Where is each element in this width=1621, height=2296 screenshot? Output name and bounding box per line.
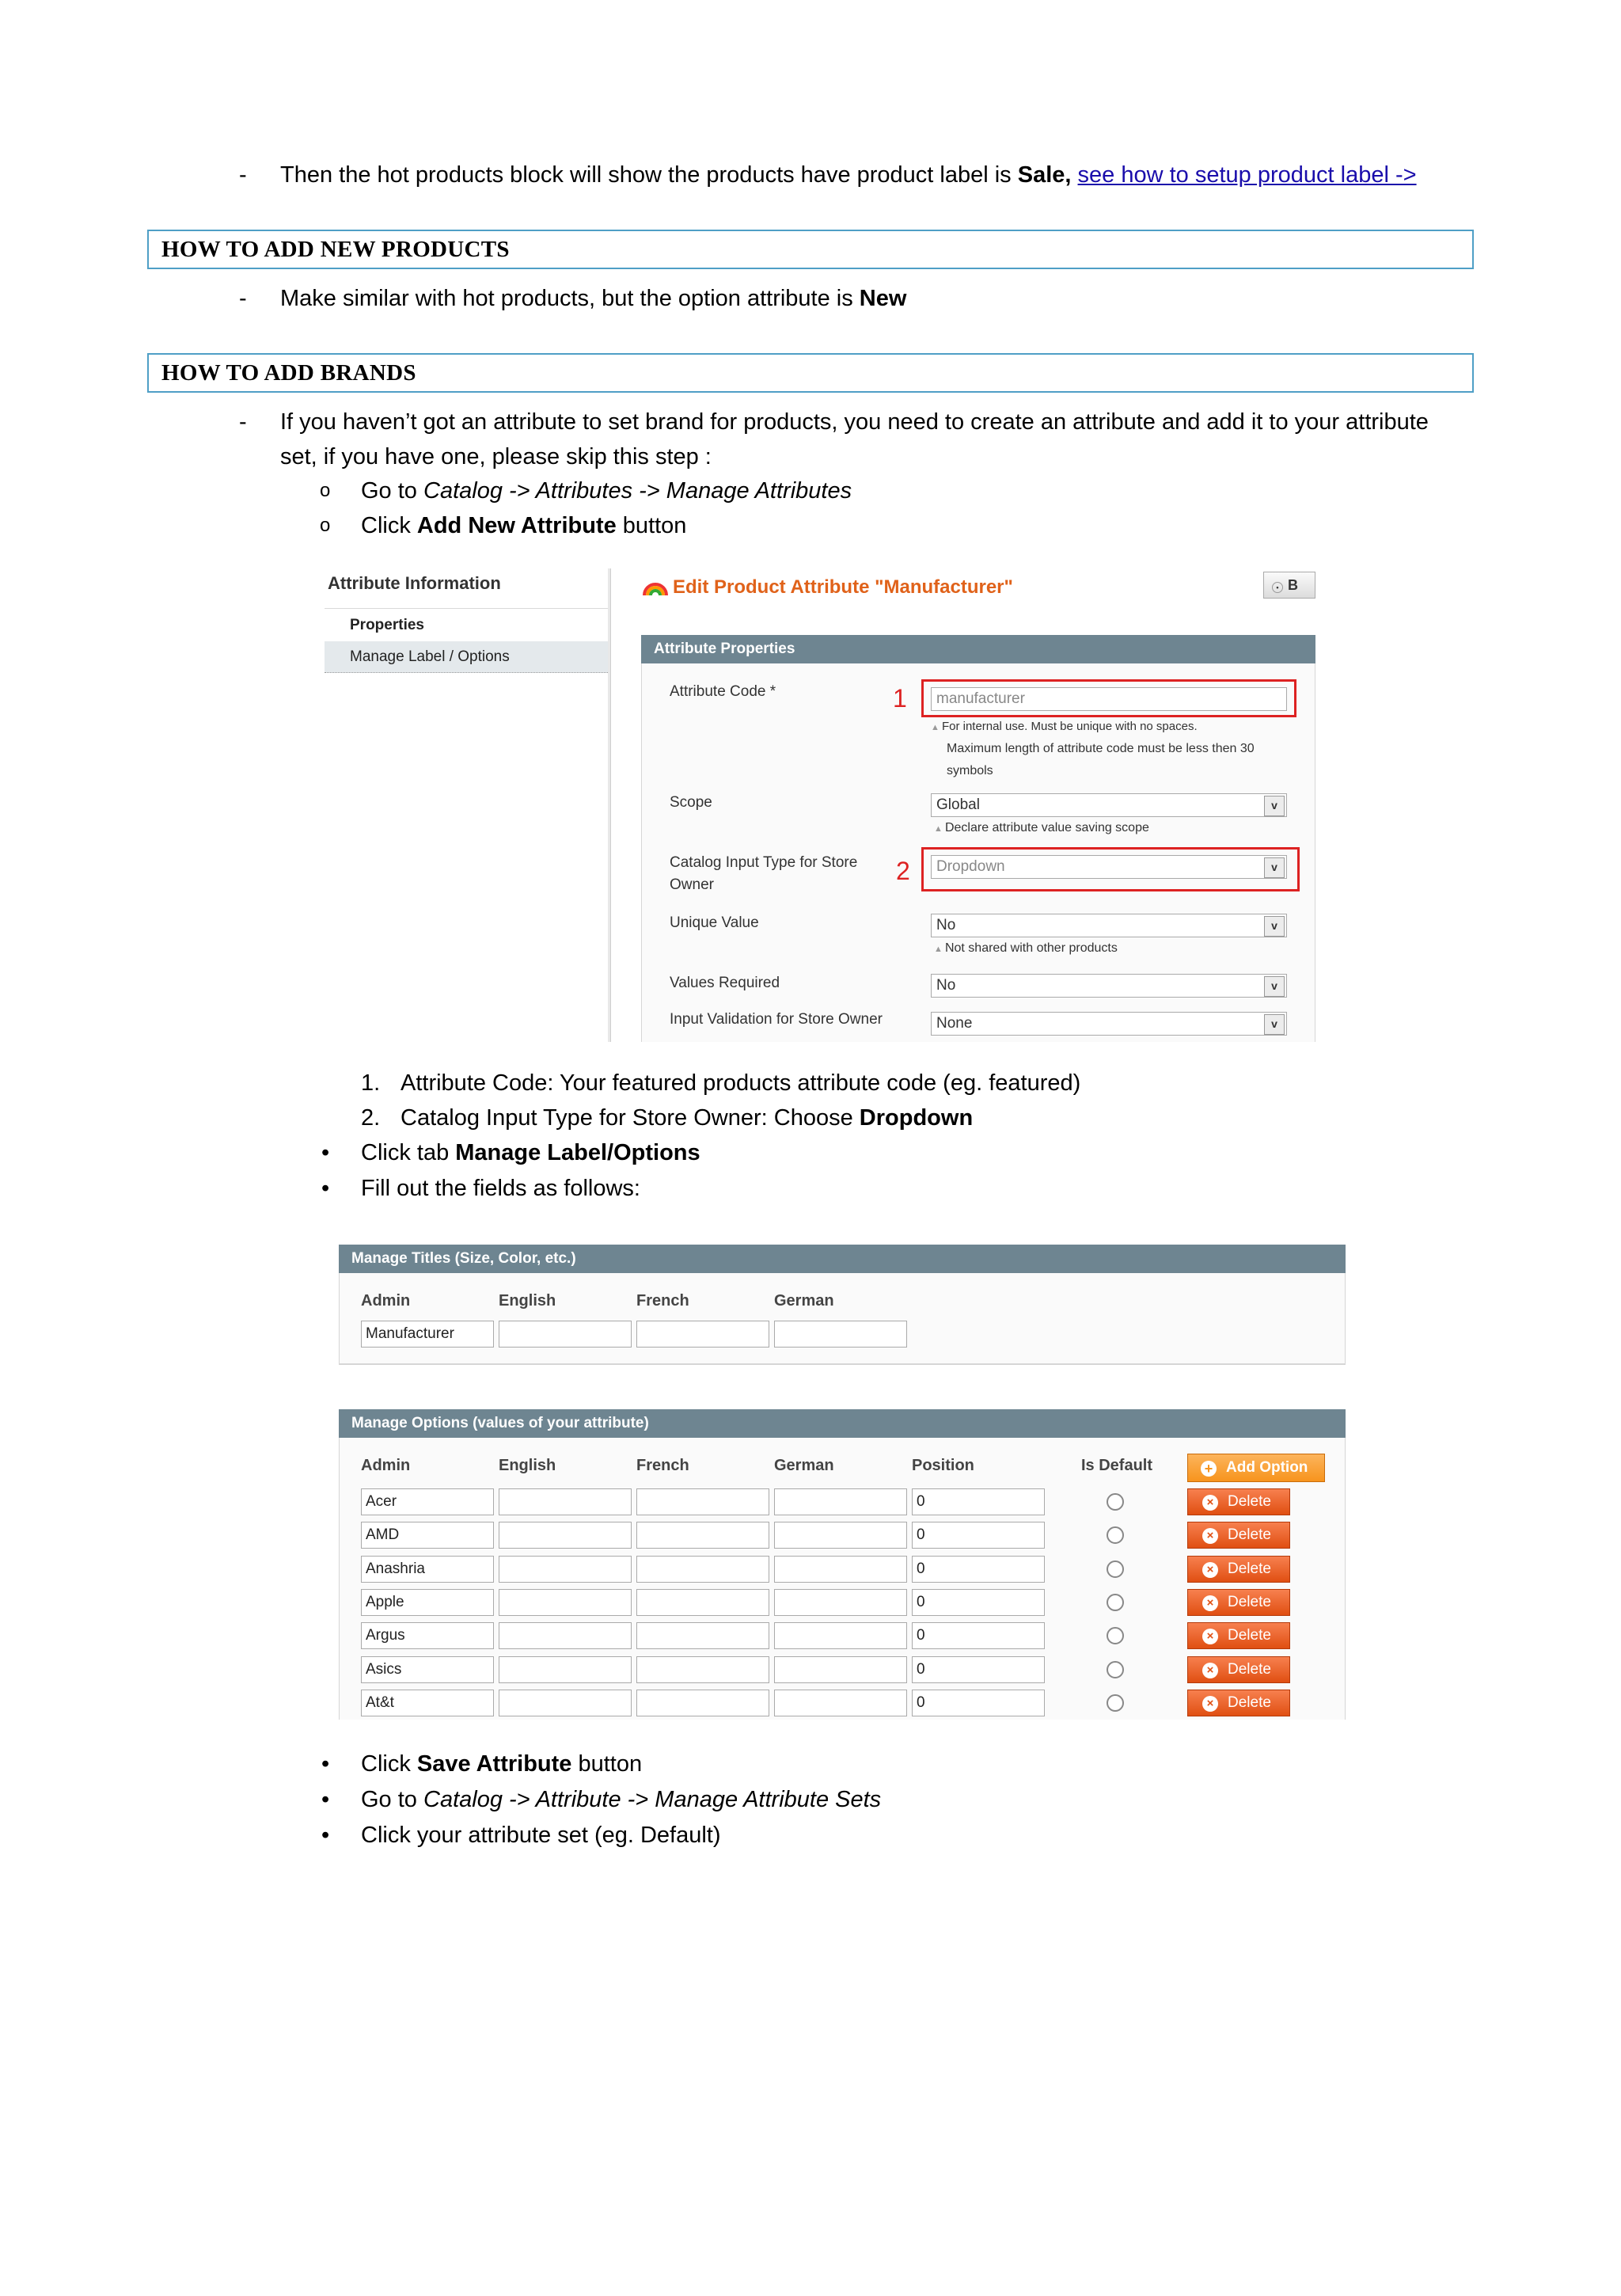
values-required-select[interactable]: No v xyxy=(931,974,1287,998)
click-suffix: button xyxy=(616,513,687,538)
bullet: • xyxy=(321,1751,330,1777)
numbered-item-2-text xyxy=(401,1102,973,1134)
attribute-code-note-2: Maximum length of attribute code must be less then 30 xyxy=(947,742,1255,755)
bullet: • xyxy=(321,1823,330,1848)
plus-icon: + xyxy=(1201,1461,1217,1477)
option-admin-input[interactable]: Apple xyxy=(361,1589,494,1616)
scope-label: Scope xyxy=(670,794,712,811)
unique-value-note: ▲ Not shared with other products xyxy=(934,937,1118,960)
add-new-attribute-label: Add New Attribute xyxy=(416,513,617,538)
numbered-item-2-num: 2. xyxy=(361,1105,381,1131)
delete-icon: × xyxy=(1202,1663,1218,1678)
attribute-code-input[interactable]: manufacturer xyxy=(931,687,1287,711)
option-french-input[interactable] xyxy=(636,1622,769,1649)
click-add-new-attribute xyxy=(361,510,686,542)
delete-label: Delete xyxy=(1228,1493,1271,1510)
input-type-select[interactable]: Dropdown v xyxy=(931,855,1287,879)
col-position: Position xyxy=(912,1457,974,1474)
option-admin-input[interactable]: AMD xyxy=(361,1522,494,1549)
delete-option-button[interactable] xyxy=(1187,1589,1290,1616)
col-french: French xyxy=(636,1292,689,1310)
divider xyxy=(325,608,611,609)
unique-value-select[interactable]: No v xyxy=(931,914,1287,937)
unique-value-label: Unique Value xyxy=(670,914,759,931)
option-admin-input[interactable]: Asics xyxy=(361,1656,494,1683)
section-heading-new-products: HOW TO ADD NEW PRODUCTS xyxy=(147,230,1474,269)
new-products-line xyxy=(280,283,906,314)
delete-icon: × xyxy=(1202,1629,1218,1644)
add-option-label: Add Option xyxy=(1226,1459,1308,1476)
title-german-input[interactable] xyxy=(774,1321,907,1348)
new-products-text: Make similar with hot products, but the option attribute is xyxy=(280,286,860,311)
manage-options-header: Manage Options (values of your attribute) xyxy=(339,1409,1346,1438)
fill-fields-text: Fill out the fields as follows: xyxy=(361,1176,640,1201)
delete-label: Delete xyxy=(1228,1594,1271,1610)
attribute-code-note-3: symbols xyxy=(947,764,993,777)
attribute-properties-header: Attribute Properties xyxy=(641,635,1315,663)
title-admin-input[interactable]: Manufacturer xyxy=(361,1321,494,1348)
delete-label: Delete xyxy=(1228,1661,1271,1678)
click-save-attribute xyxy=(361,1748,642,1780)
click-tab-manage-label xyxy=(361,1137,700,1169)
option-position-input[interactable]: 0 xyxy=(912,1522,1045,1549)
sub-bullet: o xyxy=(320,480,331,501)
option-english-input[interactable] xyxy=(499,1522,632,1549)
click-prefix: Click xyxy=(361,513,417,538)
delete-option-button[interactable] xyxy=(1187,1488,1290,1515)
numbered-item-1-num: 1. xyxy=(361,1070,381,1096)
catalog-path: Catalog -> Attributes -> Manage Attributes xyxy=(423,478,852,504)
delete-option-button[interactable] xyxy=(1187,1656,1290,1683)
delete-label: Delete xyxy=(1228,1694,1271,1711)
hot-products-text: Then the hot products block will show the products have product label is xyxy=(280,162,1018,188)
is-default-radio[interactable] xyxy=(1107,1694,1124,1712)
is-default-radio[interactable] xyxy=(1107,1627,1124,1644)
delete-label: Delete xyxy=(1228,1560,1271,1577)
option-position-input[interactable]: 0 xyxy=(912,1589,1045,1616)
new-label: New xyxy=(859,286,907,311)
goto-manage-attributes xyxy=(361,475,852,507)
option-french-input[interactable] xyxy=(636,1589,769,1616)
delete-option-button[interactable] xyxy=(1187,1556,1290,1583)
sale-label: Sale, xyxy=(1017,162,1072,188)
values-required-label: Values Required xyxy=(670,975,780,991)
section-heading-brands: HOW TO ADD BRANDS xyxy=(147,353,1474,393)
dropdown-label: Dropdown xyxy=(859,1105,974,1131)
numbered-item-1-text: Attribute Code: Your featured products attribute code (eg. featured) xyxy=(401,1070,1081,1096)
option-english-input[interactable] xyxy=(499,1488,632,1515)
option-english-input[interactable] xyxy=(499,1656,632,1683)
col-admin: Admin xyxy=(361,1292,411,1310)
bullet: • xyxy=(321,1787,330,1812)
option-position-input[interactable]: 0 xyxy=(912,1488,1045,1515)
option-english-input[interactable] xyxy=(499,1556,632,1583)
option-german-input[interactable] xyxy=(774,1522,907,1549)
option-german-input[interactable] xyxy=(774,1589,907,1616)
save-prefix: Click xyxy=(361,1751,417,1777)
title-english-input[interactable] xyxy=(499,1321,632,1348)
option-english-input[interactable] xyxy=(499,1622,632,1649)
manage-titles-body xyxy=(339,1273,1346,1365)
edit-attribute-title: Edit Product Attribute "Manufacturer" xyxy=(673,576,1013,598)
delete-option-button[interactable] xyxy=(1187,1622,1290,1649)
option-german-input[interactable] xyxy=(774,1622,907,1649)
dash-marker: - xyxy=(239,286,247,311)
bullet: • xyxy=(321,1176,330,1201)
input-validation-label: Input Validation for Store Owner xyxy=(670,1011,883,1028)
option-french-input[interactable] xyxy=(636,1656,769,1683)
click-tab-prefix: Click tab xyxy=(361,1140,456,1165)
delete-icon: × xyxy=(1202,1562,1218,1578)
option-admin-input[interactable]: At&t xyxy=(361,1690,494,1716)
delete-option-button[interactable] xyxy=(1187,1690,1290,1716)
delete-label: Delete xyxy=(1228,1526,1271,1543)
manage-label-options-label: Manage Label/Options xyxy=(455,1140,700,1165)
is-default-radio[interactable] xyxy=(1107,1661,1124,1678)
input-type-label-2: Owner xyxy=(670,876,714,893)
option-french-input[interactable] xyxy=(636,1488,769,1515)
col-english: English xyxy=(499,1457,556,1474)
add-option-button[interactable] xyxy=(1187,1454,1325,1482)
goto-prefix: Go to xyxy=(361,1787,423,1812)
dash-marker: - xyxy=(239,409,247,435)
option-position-input[interactable]: 0 xyxy=(912,1622,1045,1649)
scope-note: ▲ Declare attribute value saving scope xyxy=(934,817,1149,840)
goto-prefix: Go to xyxy=(361,478,423,504)
option-german-input[interactable] xyxy=(774,1690,907,1716)
attribute-information-title: Attribute Information xyxy=(328,573,501,593)
option-french-input[interactable] xyxy=(636,1690,769,1716)
title-french-input[interactable] xyxy=(636,1321,769,1348)
option-french-input[interactable] xyxy=(636,1556,769,1583)
option-admin-input[interactable]: Acer xyxy=(361,1488,494,1515)
option-position-input[interactable]: 0 xyxy=(912,1656,1045,1683)
option-position-input[interactable]: 0 xyxy=(912,1690,1045,1716)
option-german-input[interactable] xyxy=(774,1556,907,1583)
delete-icon: × xyxy=(1202,1495,1218,1511)
product-label-link[interactable]: see how to setup product label -> xyxy=(1077,162,1417,188)
is-default-radio[interactable] xyxy=(1107,1594,1124,1611)
option-position-input[interactable]: 0 xyxy=(912,1556,1045,1583)
tab-properties[interactable]: Properties xyxy=(325,610,609,641)
delete-icon: × xyxy=(1202,1595,1218,1611)
col-german: German xyxy=(774,1292,834,1310)
input-type-instruction: Catalog Input Type for Store Owner: Choose xyxy=(401,1105,860,1131)
attribute-code-note: ▲ For internal use. Must be unique with no spaces. xyxy=(931,716,1198,739)
input-validation-select[interactable]: None v xyxy=(931,1012,1287,1036)
dash-marker: - xyxy=(239,162,247,188)
col-french: French xyxy=(636,1457,689,1474)
sub-bullet: o xyxy=(320,515,331,536)
col-is-default: Is Default xyxy=(1081,1457,1153,1474)
option-german-input[interactable] xyxy=(774,1488,907,1515)
goto-attribute-sets xyxy=(361,1784,881,1815)
hot-products-line xyxy=(280,159,1417,191)
save-suffix: button xyxy=(571,1751,643,1777)
tab-manage-label-options[interactable]: Manage Label / Options xyxy=(325,641,609,673)
is-default-radio[interactable] xyxy=(1107,1493,1124,1511)
is-default-radio[interactable] xyxy=(1107,1560,1124,1578)
marker-1: 1 xyxy=(893,684,907,713)
option-admin-input[interactable]: Argus xyxy=(361,1622,494,1649)
attribute-code-label: Attribute Code * xyxy=(670,683,776,700)
delete-label: Delete xyxy=(1228,1627,1271,1644)
col-english: English xyxy=(499,1292,556,1310)
option-admin-input[interactable]: Anashria xyxy=(361,1556,494,1583)
brands-intro-line1: If you haven’t got an attribute to set brand for products, you need to create an attribute and add it to your attribute xyxy=(280,409,1429,435)
brands-intro-line2: set, if you have one, please skip this step : xyxy=(280,444,712,469)
marker-2: 2 xyxy=(896,857,910,885)
manage-titles-header: Manage Titles (Size, Color, etc.) xyxy=(339,1245,1346,1273)
is-default-radio[interactable] xyxy=(1107,1526,1124,1544)
rainbow-icon xyxy=(641,575,670,599)
click-attribute-set: Click your attribute set (eg. Default) xyxy=(361,1823,721,1848)
delete-icon: × xyxy=(1202,1528,1218,1544)
back-button-label: B xyxy=(1288,577,1298,593)
option-french-input[interactable] xyxy=(636,1522,769,1549)
back-button[interactable] xyxy=(1263,572,1315,599)
option-german-input[interactable] xyxy=(774,1656,907,1683)
col-admin: Admin xyxy=(361,1457,411,1474)
sidebar-divider xyxy=(608,568,611,1042)
bullet: • xyxy=(321,1140,330,1165)
option-english-input[interactable] xyxy=(499,1690,632,1716)
delete-icon: × xyxy=(1202,1696,1218,1712)
input-type-label: Catalog Input Type for Store xyxy=(670,854,858,871)
save-attribute-label: Save Attribute xyxy=(416,1751,572,1777)
col-german: German xyxy=(774,1457,834,1474)
back-icon: • xyxy=(1272,582,1283,593)
edit-attribute-screenshot xyxy=(325,568,1315,1042)
attribute-sets-path: Catalog -> Attribute -> Manage Attribute Sets xyxy=(423,1787,882,1812)
option-english-input[interactable] xyxy=(499,1589,632,1616)
scope-select[interactable]: Global v xyxy=(931,793,1287,817)
delete-option-button[interactable] xyxy=(1187,1522,1290,1549)
